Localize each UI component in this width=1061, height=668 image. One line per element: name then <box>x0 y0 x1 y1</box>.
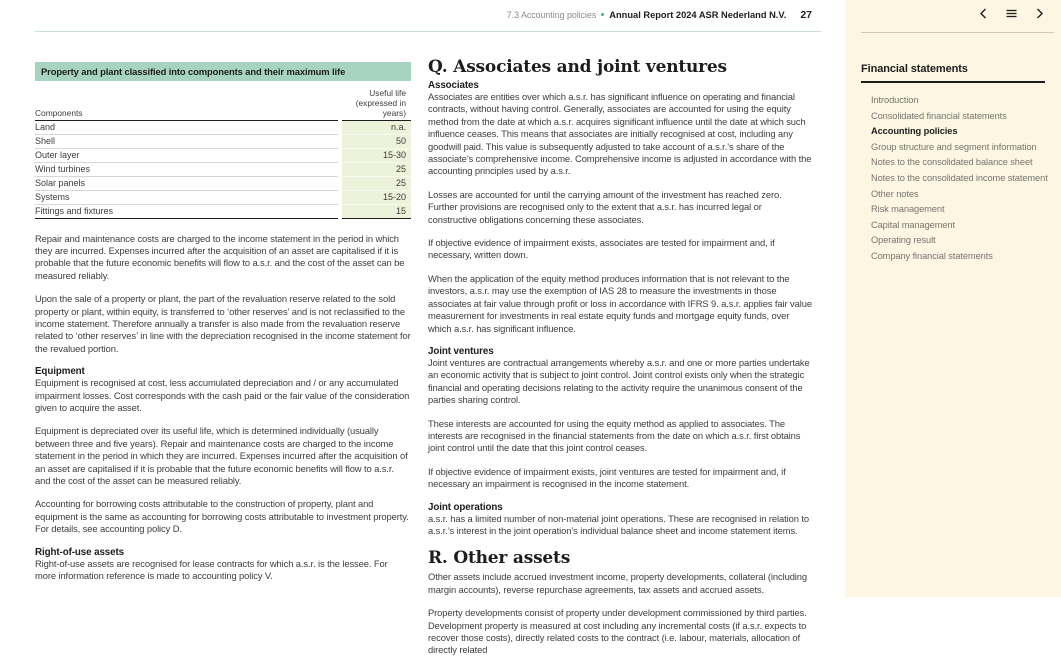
sidebar-divider <box>861 32 1054 33</box>
para-other-assets: Other assets include accrued investment income, property developments, collateral (including margin accounts), reverse repurchase agreements, tax assets and accrued assets. <box>428 571 808 595</box>
para-repair-maintenance: Repair and maintenance costs are charged to the income statement in the period in which they are incurred. Expenses incurred after the acquisition of an asset are capitalised if it is probable that the future economic benefits will flow to a.s.r. and the cost of the asset can be measured reliably. <box>35 232 405 281</box>
menu-icon[interactable] <box>1005 7 1018 20</box>
subheading-associates: Associates <box>428 80 479 91</box>
para-joint-operations: a.s.r. has a limited number of non-material joint operations. These are recognised in relation to a.s.r.’s interest in the joint operation’s individual balance sheet and income statement items. <box>428 512 809 536</box>
table-title: Property and plant classified into components and their maximum life <box>35 62 411 81</box>
sidebar-item-capital-management[interactable]: Capital management <box>871 219 955 230</box>
left-column <box>35 62 411 593</box>
subheading-joint-operations: Joint operations <box>428 501 503 513</box>
para-joint-ventures-impairment: If objective evidence of impairment exists, joint ventures are tested for impairment and, if necessary an impairment is recognised in the income statement. <box>428 465 786 490</box>
sidebar <box>845 0 1061 597</box>
table-header-row <box>35 86 411 121</box>
subheading-equipment: Equipment <box>35 366 85 378</box>
sidebar-item-accounting-policies[interactable]: Accounting policies <box>871 126 958 137</box>
para-right-of-use: Right-of-use assets are recognised for lease contracts for which a.s.r. is the lessee. For more information reference is made to accounting policy V. <box>35 557 388 582</box>
subheading-joint-ventures: Joint ventures <box>428 345 494 357</box>
para-upon-sale: Upon the sale of a property or plant, the part of the revaluation reserve related to the sold property or plant, within equity, is transferred to ‘other reserves’ and is not reclassified to the income statement. Therefore annually a transfer is also made from the revaluation reserve related to ‘other reserves’ in line with the depreciation recognised in the income statement for the revalued portion. <box>35 293 411 354</box>
chevron-left-icon[interactable] <box>977 7 990 20</box>
sidebar-item-group-structure[interactable]: Group structure and segment information <box>871 141 1037 152</box>
heading-associates-joint-ventures: Q. Associates and joint ventures <box>428 57 727 77</box>
report-title: Annual Report 2024 ASR Nederland N.V. <box>609 10 787 20</box>
para-joint-ventures-interests: These interests are accounted for using the equity method as applied to associates. The interests are recognised in the financial statements from the date on which a.s.r. first obtains joint control until the date that this joint control ceases. <box>428 417 801 454</box>
column-header-useful-life: Useful life (expressed in years) <box>342 86 411 121</box>
para-property-developments: Property developments consist of property under development commissioned by third parties. Development property is measured at cost including any incremental costs (if a.s.r. expects to recover those costs), directly related costs to the contract (i.e. labour, materials, allocation of directly related <box>428 607 807 656</box>
table-row: Outer layer 15-30 <box>35 149 411 163</box>
heading-other-assets: R. Other assets <box>428 548 571 569</box>
table-row: Solar panels 25 <box>35 177 411 191</box>
para-associates-losses: Losses are accounted for until the carrying amount of the investment has reached zero. Further provisions are recognised only to the extent that a.s.r. has incurred legal or constructive obligations concerning these associates. <box>428 188 782 225</box>
para-associates-ias28: When the application of the equity method produces information that is not relevant to the investors, a.s.r. may use the exemption of IAS 28 to measure the investments in those associates at fair value through profit or loss in accordance with IFRS 9. a.s.r. applies fair value measurement for investments in real estate equity funds and mortgage equity funds, over which a.s.r. has significant influence. <box>428 272 812 334</box>
components-table <box>35 62 411 219</box>
table-row: Land n.a. <box>35 121 411 135</box>
sidebar-nav <box>977 7 1046 20</box>
column-header-components: Components <box>35 107 338 121</box>
table-row: Fittings and fixtures 15 <box>35 205 411 219</box>
chevron-right-icon[interactable] <box>1033 7 1046 20</box>
sidebar-title: Financial statements <box>861 63 1045 83</box>
header-divider <box>35 31 821 32</box>
sidebar-menu <box>861 63 1048 265</box>
sidebar-item-operating-result[interactable]: Operating result <box>871 235 936 246</box>
section-label: 7.3 Accounting policies <box>506 10 597 20</box>
sidebar-item-other-notes[interactable]: Other notes <box>871 188 919 199</box>
sidebar-item-consolidated-financial-statements[interactable]: Consolidated financial statements <box>871 110 1007 121</box>
table-row: Shell 50 <box>35 135 411 149</box>
para-borrowing-costs: Accounting for borrowing costs attributable to the construction of property, plant and equipment is the same as accounting for borrowing costs attributable to investment property. For details, see accounting policy D. <box>35 498 409 535</box>
subheading-right-of-use: Right-of-use assets <box>35 546 125 558</box>
sidebar-item-risk-management[interactable]: Risk management <box>871 204 945 215</box>
table-row: Systems 15-20 <box>35 191 411 205</box>
separator-dot-icon <box>601 13 604 16</box>
para-equipment-cost: Equipment is recognised at cost, less accumulated depreciation and / or any accumulated impairment losses. Cost corresponds with the cash paid or the fair value of the consideration given to acquire the asset. <box>35 377 410 413</box>
page-number: 27 <box>800 9 812 21</box>
sidebar-item-introduction[interactable]: Introduction <box>871 95 919 105</box>
para-associates-impairment: If objective evidence of impairment exists, associates are tested for impairment and, if necessary, written down. <box>428 237 775 261</box>
para-joint-ventures-intro: Joint ventures are contractual arrangements whereby a.s.r. and one or more parties undertake an economic activity that is subject to joint control. Joint control exists only when the strategic financial and operating decisions relating to the activity require the unanimous consent of the parties sharing control. <box>428 356 810 406</box>
sidebar-item-notes-income-statement[interactable]: Notes to the consolidated income statement <box>871 172 1048 183</box>
table-row: Wind turbines 25 <box>35 163 411 177</box>
sidebar-item-company-financial-statements[interactable]: Company financial statements <box>871 250 993 261</box>
middle-column <box>428 57 812 668</box>
page-header <box>0 9 812 21</box>
para-equipment-depreciation: Equipment is depreciated over its useful life, which is determined individually (usually between three and five years). Repair and maintenance costs are charged to the income statement in the period in which they are incurred. Expenses incurred after the acquisition of an asset are capitalised if it is probable that the future economic benefits will flow to a.s.r. and the cost of the asset can be measured reliably. <box>35 425 408 486</box>
sidebar-item-notes-balance-sheet[interactable]: Notes to the consolidated balance sheet <box>871 157 1033 168</box>
para-associates-intro: Associates are entities over which a.s.r. has significant influence on operating and financial contracts, without having control. Generally, associates are accounted for using the equity method from the date at which a.s.r. acquires significant influence until the date at which such influence ceases. This means that associates are initially recognised at cost, including any goodwill paid. This value is subsequently adjusted to take account of a.s.r.’s share of the associate’s comprehensive income. Comprehensive income is adjusted in accordance with the accounting principles used by a.s.r. <box>428 91 812 177</box>
